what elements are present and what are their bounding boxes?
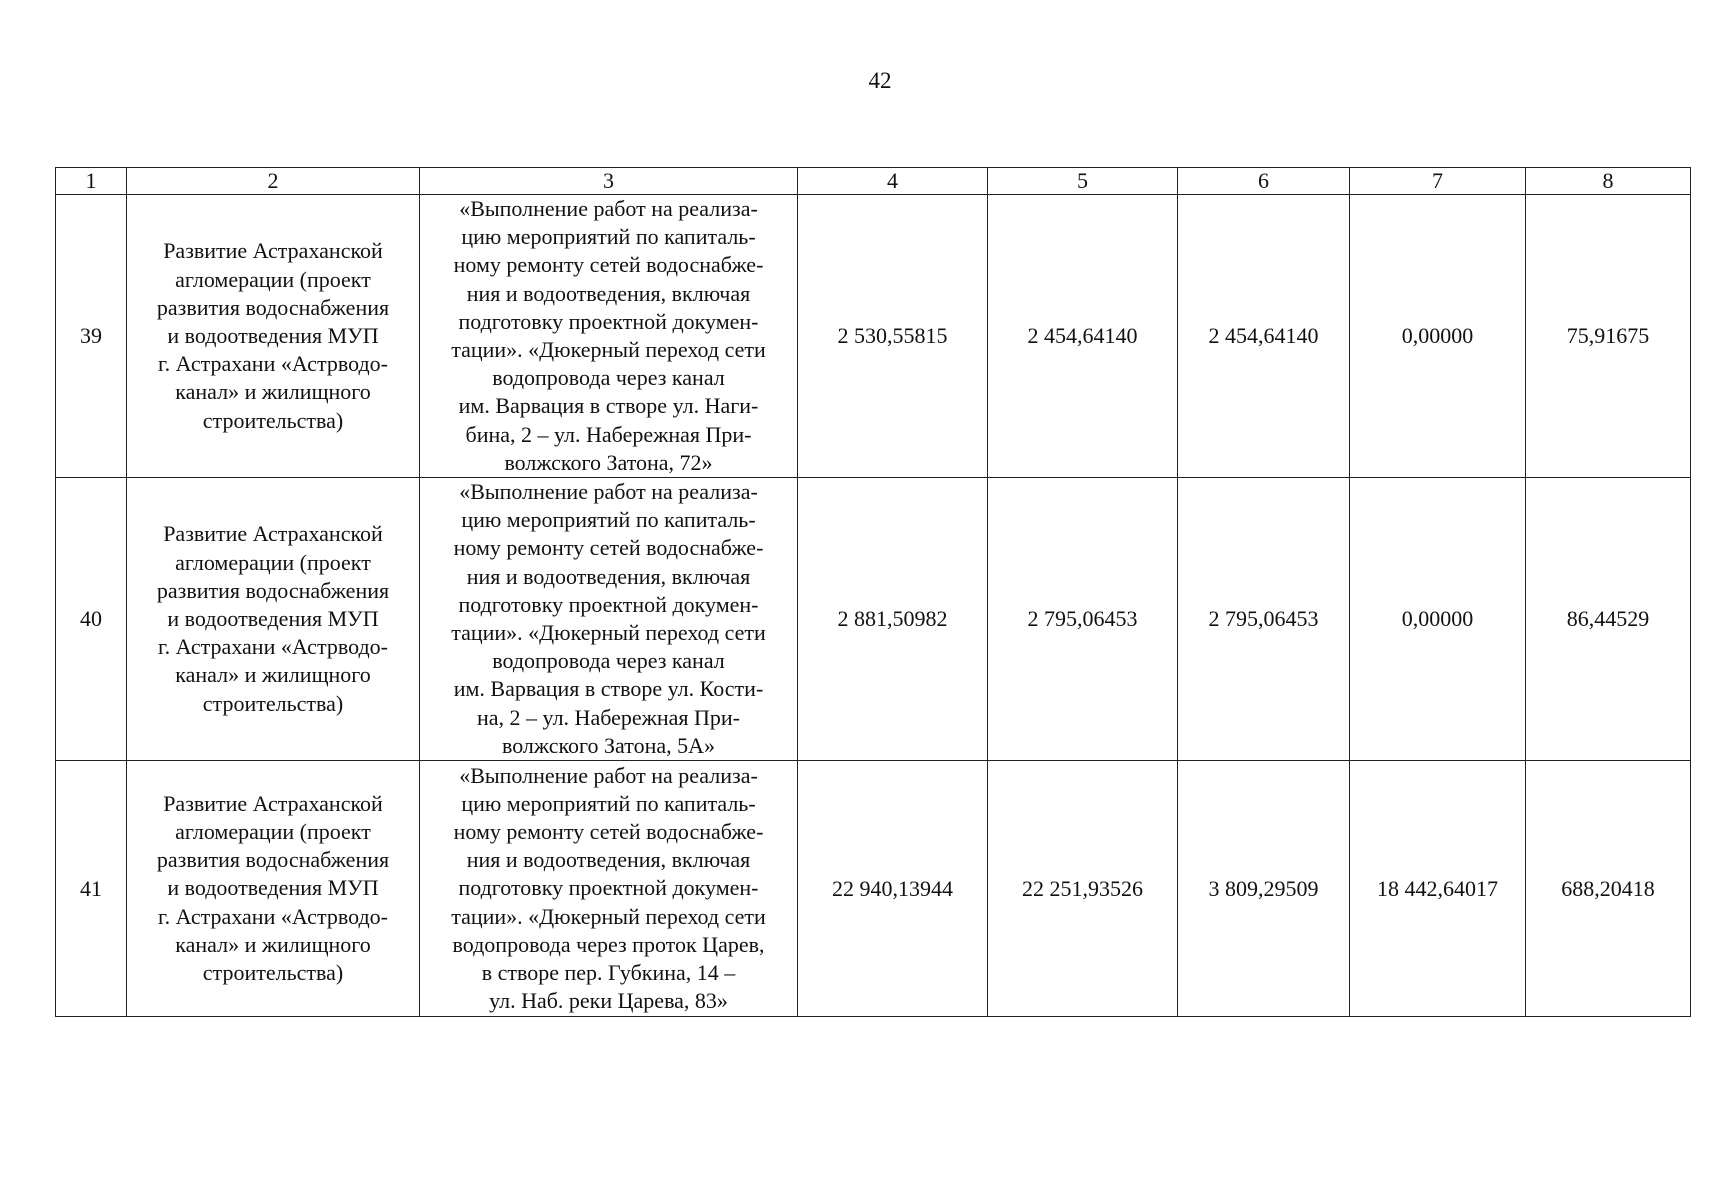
row-number-cell: 39 (56, 195, 127, 478)
column-number: 8 (1526, 168, 1691, 195)
project-name-cell (127, 478, 420, 761)
description-cell (420, 478, 798, 761)
value-cell-col8: 75,91675 (1526, 195, 1691, 478)
column-number: 7 (1350, 168, 1526, 195)
description-line: цию мероприятий по капиталь- (461, 507, 756, 533)
description-cell (420, 195, 798, 478)
column-number: 6 (1178, 168, 1350, 195)
value-cell-col8: 86,44529 (1526, 478, 1691, 761)
project-name-line: агломерации (проект (175, 549, 371, 575)
page-number: 42 (868, 68, 892, 93)
table-row (56, 761, 1691, 1017)
description-line: водопровода через канал (492, 648, 725, 674)
project-name-line: г. Астрахани «Астрводо- (158, 903, 388, 929)
description-line: цию мероприятий по капиталь- (461, 790, 756, 816)
description-line: ному ремонту сетей водоснабже- (453, 535, 764, 561)
description-line: «Выполнение работ на реализа- (459, 479, 758, 505)
description-line: ному ремонту сетей водоснабже- (453, 252, 764, 278)
project-name-line: и водоотведения МУП (167, 605, 379, 631)
description-line: ния и водоотведения, включая (466, 280, 751, 306)
description-line: в створе пер. Губкина, 14 – (481, 960, 736, 986)
description-line: ния и водоотведения, включая (466, 563, 751, 589)
value-cell-col4: 22 940,13944 (798, 761, 988, 1017)
project-name-line: строительства) (202, 960, 344, 986)
value-cell-col7: 18 442,64017 (1350, 761, 1526, 1017)
description-line: волжского Затона, 72» (504, 449, 713, 475)
project-name-line: агломерации (проект (175, 266, 371, 292)
project-name-line: г. Астрахани «Астрводо- (158, 351, 388, 377)
value-cell-col8: 688,20418 (1526, 761, 1691, 1017)
column-number-row (56, 168, 1691, 195)
column-number: 2 (127, 168, 420, 195)
project-name-line: канал» и жилищного (175, 662, 371, 688)
value-cell-col7: 0,00000 (1350, 195, 1526, 478)
value-cell-col4: 2 530,55815 (798, 195, 988, 478)
description-line: водопровода через канал (492, 365, 725, 391)
project-name-cell (127, 195, 420, 478)
project-name-line: агломерации (проект (175, 819, 371, 845)
row-number-cell: 41 (56, 761, 127, 1017)
data-table (55, 167, 1691, 1017)
table-row (56, 478, 1691, 761)
value-cell-col4: 2 881,50982 (798, 478, 988, 761)
description-line: ному ремонту сетей водоснабже- (453, 819, 764, 845)
description-line: ул. Наб. реки Царева, 83» (489, 988, 728, 1014)
project-name-line: развития водоснабжения (156, 294, 390, 320)
project-name-line: канал» и жилищного (175, 379, 371, 405)
description-cell (420, 761, 798, 1017)
value-cell-col6: 3 809,29509 (1178, 761, 1350, 1017)
description-line: бина, 2 – ул. Набережная При- (465, 421, 752, 447)
description-line: им. Варвация в створе ул. Кости- (453, 676, 764, 702)
project-name-line: и водоотведения МУП (167, 322, 379, 348)
project-name-line: развития водоснабжения (156, 577, 390, 603)
project-name-line: Развитие Астраханской (163, 521, 383, 547)
project-name-line: Развитие Астраханской (163, 790, 383, 816)
value-cell-col7: 0,00000 (1350, 478, 1526, 761)
value-cell-col6: 2 454,64140 (1178, 195, 1350, 478)
description-line: тации». «Дюкерный переход сети (451, 620, 766, 646)
description-line: им. Варвация в створе ул. Наги- (458, 393, 759, 419)
column-number: 3 (420, 168, 798, 195)
description-line: тации». «Дюкерный переход сети (451, 903, 766, 929)
column-number: 5 (988, 168, 1178, 195)
project-name-line: канал» и жилищного (175, 931, 371, 957)
description-line: «Выполнение работ на реализа- (459, 196, 758, 221)
description-line: подготовку проектной докумен- (458, 308, 759, 334)
table-row (56, 195, 1691, 478)
project-name-line: строительства) (202, 690, 344, 716)
row-number-cell: 40 (56, 478, 127, 761)
column-number: 4 (798, 168, 988, 195)
project-name-line: развития водоснабжения (156, 847, 390, 873)
description-line: водопровода через проток Царев, (452, 931, 765, 957)
description-line: подготовку проектной докумен- (458, 591, 759, 617)
description-line: ния и водоотведения, включая (466, 847, 751, 873)
value-cell-col6: 2 795,06453 (1178, 478, 1350, 761)
project-name-cell (127, 761, 420, 1017)
column-number: 1 (56, 168, 127, 195)
description-line: на, 2 – ул. Набережная При- (477, 704, 740, 730)
project-name-line: строительства) (202, 407, 344, 433)
project-name-line: г. Астрахани «Астрводо- (158, 634, 388, 660)
description-line: цию мероприятий по капиталь- (461, 224, 756, 250)
project-name-line: Развитие Астраханской (163, 238, 383, 264)
description-line: тации». «Дюкерный переход сети (451, 337, 766, 363)
description-line: «Выполнение работ на реализа- (459, 762, 758, 788)
value-cell-col5: 2 795,06453 (988, 478, 1178, 761)
value-cell-col5: 2 454,64140 (988, 195, 1178, 478)
description-line: подготовку проектной докумен- (458, 875, 759, 901)
description-line: волжского Затона, 5А» (501, 732, 715, 758)
value-cell-col5: 22 251,93526 (988, 761, 1178, 1017)
project-name-line: и водоотведения МУП (167, 875, 379, 901)
